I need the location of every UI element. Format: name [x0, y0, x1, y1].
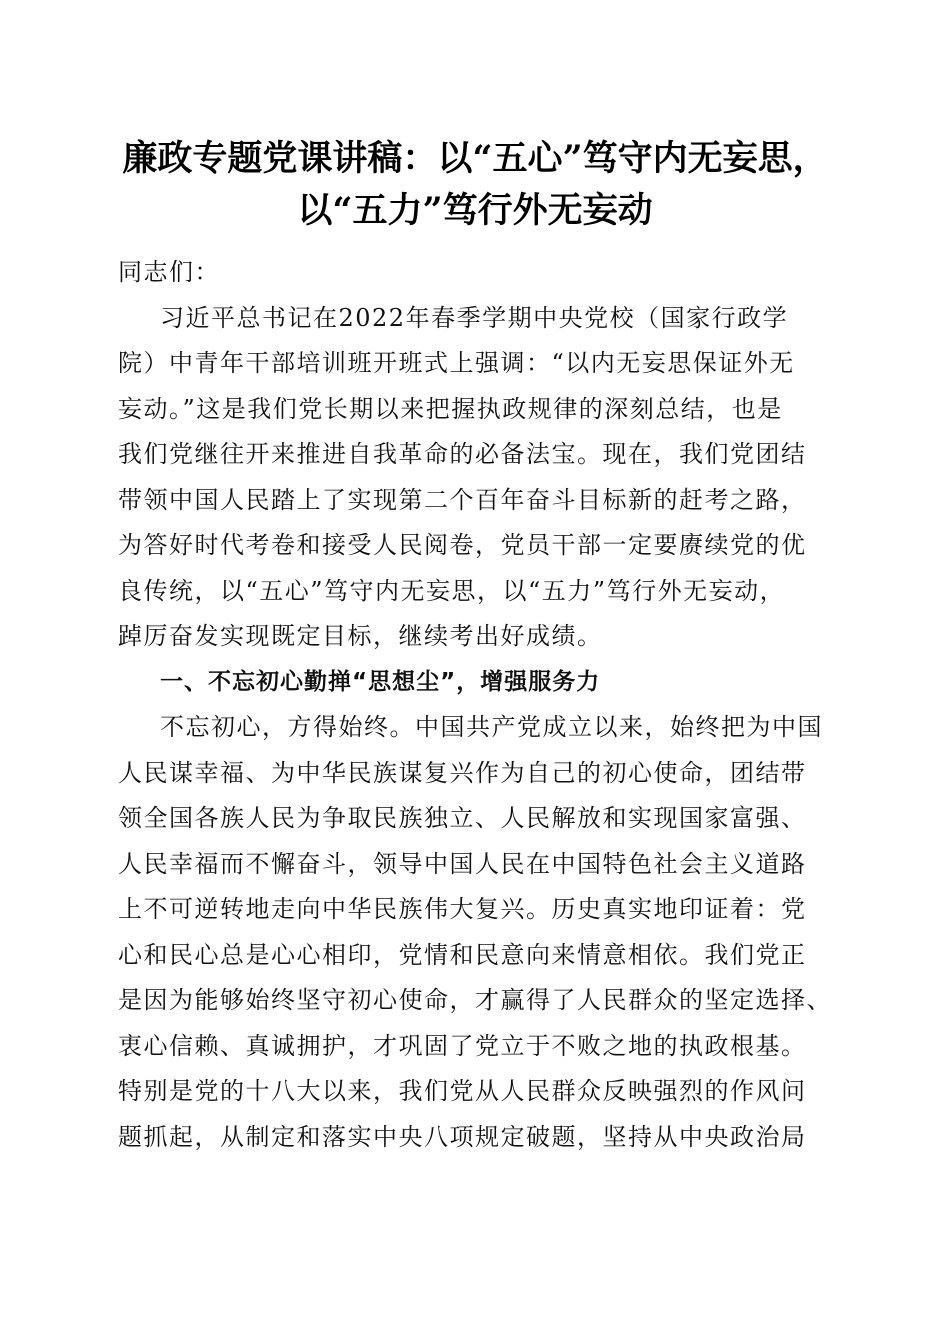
- paragraph-line: 不忘初心，方得始终。中国共产党成立以来，始终把为中国: [160, 713, 823, 741]
- document-body: [118, 250, 838, 1160]
- paragraph-line: 带领中国人民踏上了实现第二个百年奋斗目标新的赶考之路，: [118, 485, 807, 514]
- paragraph-line: 题抓起，从制定和落实中央八项规定破题，坚持从中央政治局: [118, 1122, 807, 1151]
- paragraph-line: 为答好时代考卷和接受人民阅卷，党员干部一定要赓续党的优: [118, 531, 807, 559]
- section-heading-1: 一、不忘初心勤掸“思想尘”，增强服务力: [160, 668, 601, 695]
- paragraph-line: 上不可逆转地走向中华民族伟大复兴。历史真实地印证着：党: [118, 895, 807, 923]
- paragraph-line: 妄动。”这是我们党长期以来把握执政规律的深刻总结，也是: [118, 394, 783, 423]
- paragraph-line: 衷心信赖、真诚拥护，才巩固了党立于不败之地的执政根基。: [118, 1031, 807, 1060]
- paragraph-line: 人民谋幸福、为中华民族谋复兴作为自己的初心使命，团结带: [118, 758, 807, 787]
- paragraph-line: 领全国各族人民为争取民族独立、人民解放和实现国家富强、: [118, 804, 807, 832]
- paragraph-line: 我们党继往开来推进自我革命的必备法宝。现在，我们党团结: [118, 440, 807, 468]
- salutation: 同志们：: [118, 258, 220, 286]
- paragraph-line: 踔厉奋发实现既定目标，继续考出好成绩。: [118, 622, 603, 650]
- paragraph-1: [118, 296, 838, 660]
- paragraph-line: 院）中青年干部培训班开班式上强调：“以内无妄思保证外无: [118, 349, 795, 377]
- paragraph-line: 心和民心总是心心相印，党情和民意向来情意相依。我们党正: [118, 940, 807, 969]
- paragraph-line: 是因为能够始终坚守初心使命，才赢得了人民群众的坚定选择、: [118, 986, 832, 1014]
- title-line-2: 以“五力”笃行外无妄动: [297, 190, 653, 231]
- paragraph-line: 习近平总书记在2022年春季学期中央党校（国家行政学: [160, 303, 789, 332]
- document-title: [100, 133, 850, 237]
- paragraph-2: [118, 705, 838, 1160]
- paragraph-line: 人民幸福而不懈奋斗，领导中国人民在中国特色社会主义道路: [118, 849, 807, 878]
- paragraph-line: 特别是党的十八大以来，我们党从人民群众反映强烈的作风问: [118, 1077, 807, 1105]
- title-line-1: 廉政专题党课讲稿：以“五心”笃守内无妄思，: [122, 138, 828, 179]
- paragraph-line: 良传统，以“五心”笃守内无妄思，以“五力”笃行外无妄动，: [118, 576, 786, 605]
